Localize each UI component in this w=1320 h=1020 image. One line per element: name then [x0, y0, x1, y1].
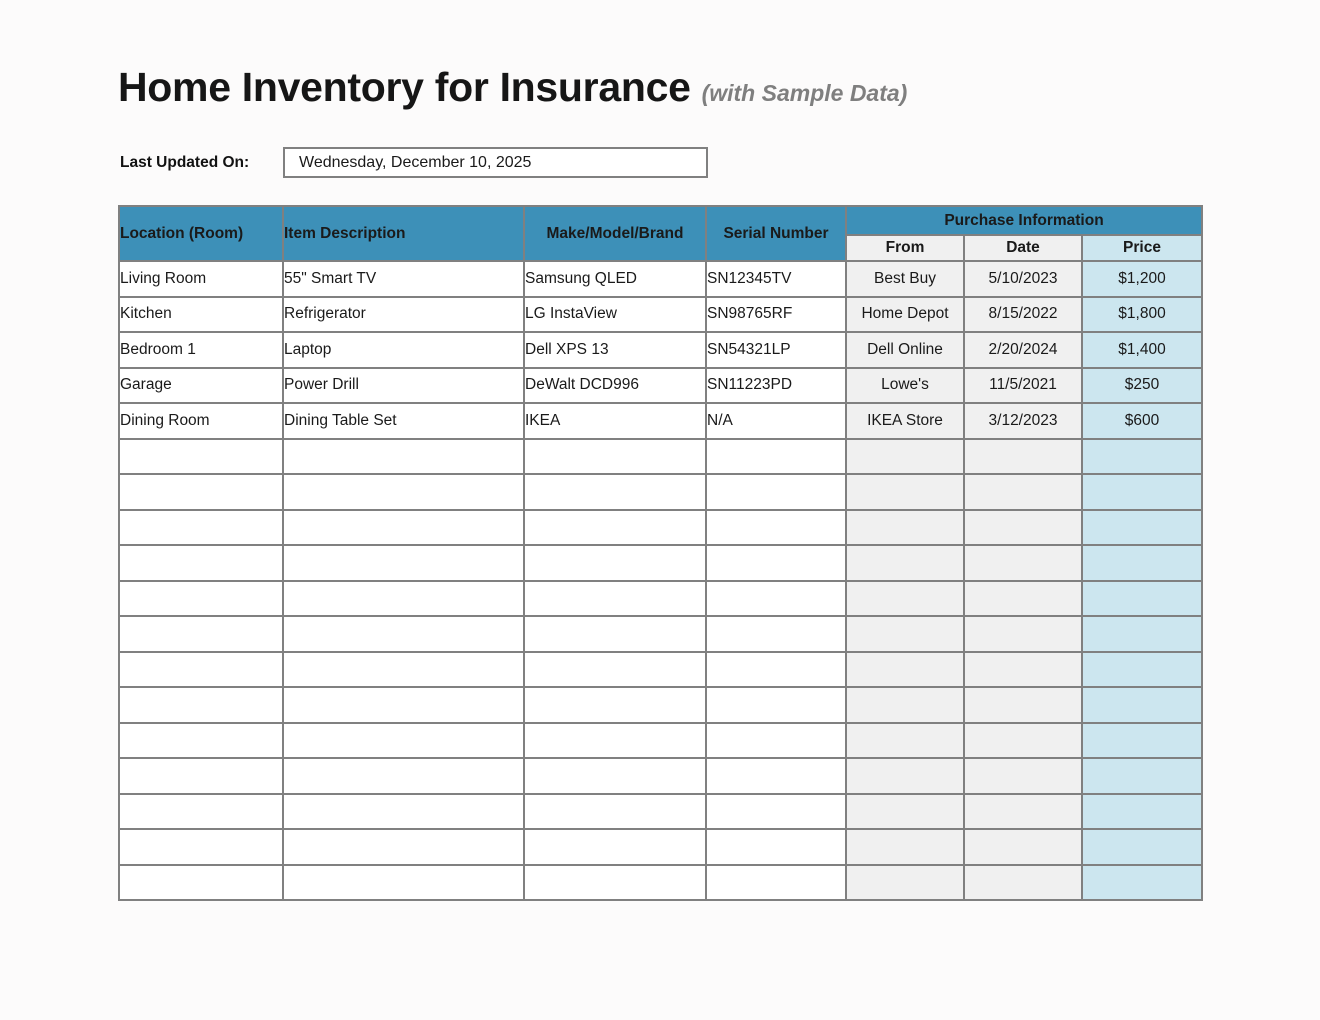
cell-from[interactable]	[846, 652, 964, 688]
cell-serial[interactable]	[706, 758, 846, 794]
table-row	[119, 794, 1202, 830]
cell-location[interactable]: Dining Room	[119, 403, 283, 439]
cell-price[interactable]	[1082, 616, 1202, 652]
cell-make[interactable]	[524, 652, 706, 688]
cell-serial[interactable]	[706, 616, 846, 652]
cell-make[interactable]	[524, 545, 706, 581]
cell-location[interactable]: Kitchen	[119, 297, 283, 333]
page-subtitle: (with Sample Data)	[701, 80, 908, 106]
cell-description[interactable]: Power Drill	[283, 368, 524, 404]
cell-location[interactable]: Bedroom 1	[119, 332, 283, 368]
cell-price[interactable]	[1082, 439, 1202, 475]
column-header-description[interactable]: Item Description	[283, 206, 524, 261]
table-row	[119, 510, 1202, 546]
cell-make[interactable]	[524, 829, 706, 865]
cell-serial[interactable]	[706, 581, 846, 617]
cell-description[interactable]: Laptop	[283, 332, 524, 368]
cell-location[interactable]	[119, 652, 283, 688]
cell-from[interactable]: Best Buy	[846, 261, 964, 297]
cell-serial[interactable]	[706, 865, 846, 901]
cell-serial[interactable]	[706, 439, 846, 475]
cell-from[interactable]	[846, 581, 964, 617]
cell-location[interactable]	[119, 545, 283, 581]
cell-make[interactable]: Dell XPS 13	[524, 332, 706, 368]
cell-from[interactable]	[846, 510, 964, 546]
cell-date[interactable]	[964, 758, 1082, 794]
inventory-table[interactable]	[118, 205, 1203, 901]
cell-from[interactable]	[846, 439, 964, 475]
table-row	[119, 439, 1202, 475]
last-updated-field[interactable]	[283, 147, 708, 178]
cell-price[interactable]	[1082, 829, 1202, 865]
cell-location[interactable]	[119, 758, 283, 794]
cell-description[interactable]	[283, 652, 524, 688]
cell-location[interactable]: Garage	[119, 368, 283, 404]
cell-price[interactable]	[1082, 581, 1202, 617]
cell-location[interactable]	[119, 723, 283, 759]
cell-serial[interactable]	[706, 652, 846, 688]
cell-make[interactable]	[524, 581, 706, 617]
cell-price[interactable]: $250	[1082, 368, 1202, 404]
cell-description[interactable]: Refrigerator	[283, 297, 524, 333]
cell-serial[interactable]	[706, 474, 846, 510]
cell-price[interactable]	[1082, 865, 1202, 901]
table-body	[119, 261, 1202, 900]
cell-date[interactable]: 11/5/2021	[964, 368, 1082, 404]
cell-description[interactable]	[283, 794, 524, 830]
cell-location[interactable]	[119, 616, 283, 652]
cell-make[interactable]: Samsung QLED	[524, 261, 706, 297]
last-updated-row	[120, 147, 249, 179]
cell-from[interactable]	[846, 616, 964, 652]
last-updated-value: Wednesday, December 10, 2025	[299, 153, 532, 171]
cell-from[interactable]: Lowe's	[846, 368, 964, 404]
table-row	[119, 403, 1202, 439]
cell-date[interactable]	[964, 687, 1082, 723]
cell-serial[interactable]: SN11223PD	[706, 368, 846, 404]
cell-make[interactable]	[524, 510, 706, 546]
cell-price[interactable]: $1,800	[1082, 297, 1202, 333]
cell-price[interactable]	[1082, 687, 1202, 723]
cell-serial[interactable]: SN54321LP	[706, 332, 846, 368]
table-row	[119, 616, 1202, 652]
cell-date[interactable]	[964, 652, 1082, 688]
cell-date[interactable]	[964, 794, 1082, 830]
cell-description[interactable]	[283, 474, 524, 510]
table-row	[119, 723, 1202, 759]
cell-from[interactable]	[846, 865, 964, 901]
cell-make[interactable]	[524, 474, 706, 510]
cell-description[interactable]	[283, 865, 524, 901]
cell-price[interactable]	[1082, 758, 1202, 794]
column-header-make[interactable]: Make/Model/Brand	[524, 206, 706, 261]
cell-price[interactable]	[1082, 723, 1202, 759]
cell-make[interactable]: IKEA	[524, 403, 706, 439]
cell-price[interactable]	[1082, 474, 1202, 510]
cell-description[interactable]	[283, 439, 524, 475]
cell-date[interactable]: 3/12/2023	[964, 403, 1082, 439]
cell-description[interactable]: Dining Table Set	[283, 403, 524, 439]
cell-description[interactable]: 55" Smart TV	[283, 261, 524, 297]
cell-description[interactable]	[283, 687, 524, 723]
cell-price[interactable]: $1,400	[1082, 332, 1202, 368]
cell-price[interactable]: $600	[1082, 403, 1202, 439]
cell-make[interactable]	[524, 865, 706, 901]
cell-make[interactable]: DeWalt DCD996	[524, 368, 706, 404]
cell-from[interactable]	[846, 723, 964, 759]
cell-serial[interactable]	[706, 829, 846, 865]
cell-serial[interactable]	[706, 794, 846, 830]
cell-description[interactable]	[283, 616, 524, 652]
cell-price[interactable]	[1082, 545, 1202, 581]
cell-make[interactable]	[524, 439, 706, 475]
table-row	[119, 865, 1202, 901]
cell-serial[interactable]	[706, 723, 846, 759]
cell-from[interactable]	[846, 829, 964, 865]
cell-description[interactable]	[283, 510, 524, 546]
cell-make[interactable]	[524, 687, 706, 723]
table-header-row-1	[119, 206, 1202, 235]
cell-from[interactable]	[846, 687, 964, 723]
table-row	[119, 652, 1202, 688]
table-row	[119, 687, 1202, 723]
table-header	[119, 206, 1202, 261]
table-row	[119, 545, 1202, 581]
cell-location[interactable]	[119, 439, 283, 475]
page-title: Home Inventory for Insurance	[118, 64, 691, 110]
cell-date[interactable]	[964, 439, 1082, 475]
cell-date[interactable]	[964, 616, 1082, 652]
table-row	[119, 758, 1202, 794]
table-row	[119, 297, 1202, 333]
cell-location[interactable]	[119, 687, 283, 723]
column-header-purchase-information[interactable]: Purchase Information	[846, 206, 1202, 235]
last-updated-label: Last Updated On:	[120, 154, 250, 171]
table-row	[119, 829, 1202, 865]
cell-from[interactable]: Home Depot	[846, 297, 964, 333]
cell-from[interactable]	[846, 794, 964, 830]
cell-location[interactable]	[119, 865, 283, 901]
table-row	[119, 474, 1202, 510]
cell-date[interactable]	[964, 723, 1082, 759]
table-row	[119, 581, 1202, 617]
cell-description[interactable]	[283, 758, 524, 794]
cell-location[interactable]	[119, 794, 283, 830]
column-header-location[interactable]: Location (Room)	[119, 206, 283, 261]
cell-location[interactable]	[119, 510, 283, 546]
cell-from[interactable]	[846, 474, 964, 510]
cell-date[interactable]: 5/10/2023	[964, 261, 1082, 297]
cell-serial[interactable]	[706, 545, 846, 581]
cell-serial[interactable]: N/A	[706, 403, 846, 439]
cell-make[interactable]: LG InstaView	[524, 297, 706, 333]
cell-description[interactable]	[283, 723, 524, 759]
cell-make[interactable]	[524, 616, 706, 652]
cell-from[interactable]	[846, 758, 964, 794]
cell-date[interactable]	[964, 510, 1082, 546]
cell-serial[interactable]	[706, 687, 846, 723]
column-header-serial[interactable]: Serial Number	[706, 206, 846, 261]
cell-make[interactable]	[524, 794, 706, 830]
table-row	[119, 368, 1202, 404]
cell-from[interactable]	[846, 545, 964, 581]
cell-date[interactable]	[964, 581, 1082, 617]
table-row	[119, 332, 1202, 368]
cell-description[interactable]	[283, 545, 524, 581]
column-header-price[interactable]: Price	[1082, 235, 1202, 261]
cell-description[interactable]	[283, 581, 524, 617]
cell-price[interactable]	[1082, 794, 1202, 830]
cell-location[interactable]	[119, 581, 283, 617]
page-header	[118, 64, 907, 111]
cell-date[interactable]: 8/15/2022	[964, 297, 1082, 333]
cell-date[interactable]: 2/20/2024	[964, 332, 1082, 368]
cell-date[interactable]	[964, 829, 1082, 865]
column-header-date[interactable]: Date	[964, 235, 1082, 261]
cell-date[interactable]	[964, 474, 1082, 510]
column-header-from[interactable]: From	[846, 235, 964, 261]
cell-serial[interactable]: SN12345TV	[706, 261, 846, 297]
table-row	[119, 261, 1202, 297]
cell-price[interactable]: $1,200	[1082, 261, 1202, 297]
cell-from[interactable]: IKEA Store	[846, 403, 964, 439]
cell-description[interactable]	[283, 829, 524, 865]
cell-location[interactable]	[119, 474, 283, 510]
cell-date[interactable]	[964, 865, 1082, 901]
cell-location[interactable]: Living Room	[119, 261, 283, 297]
cell-serial[interactable]	[706, 510, 846, 546]
cell-date[interactable]	[964, 545, 1082, 581]
cell-make[interactable]	[524, 723, 706, 759]
cell-make[interactable]	[524, 758, 706, 794]
cell-price[interactable]	[1082, 510, 1202, 546]
cell-serial[interactable]: SN98765RF	[706, 297, 846, 333]
cell-from[interactable]: Dell Online	[846, 332, 964, 368]
cell-location[interactable]	[119, 829, 283, 865]
cell-price[interactable]	[1082, 652, 1202, 688]
